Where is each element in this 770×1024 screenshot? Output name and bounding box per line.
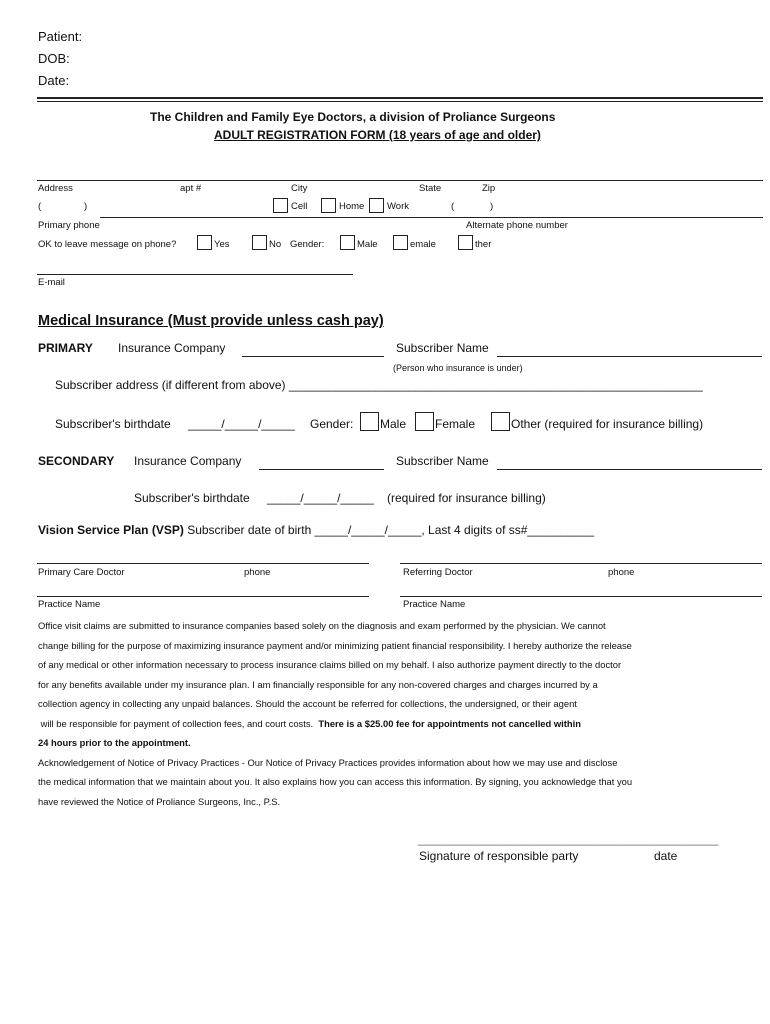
vsp-details: Subscriber date of birth _____/_____/_____, Last 4 digits of ss#__________	[187, 523, 595, 537]
practice1-label: Practice Name	[38, 599, 101, 610]
vsp-line	[38, 523, 594, 537]
header-divider-bottom	[37, 101, 763, 102]
primary-ins-company-line[interactable]	[242, 356, 384, 357]
policy-paragraph	[38, 616, 632, 811]
alt-phone-label: Alternate phone number	[466, 220, 568, 231]
signature-date-label: date	[654, 849, 678, 863]
sec-required-note: (required for insurance billing)	[387, 491, 546, 505]
primary-ins-company-label: Insurance Company	[118, 341, 226, 355]
zip-label: Zip	[482, 183, 496, 194]
cell-label: Cell	[291, 201, 308, 212]
privacy-line: the medical information that we maintain about you. It also explains how you can access this information. By signing, you acknowledge that you	[38, 776, 633, 787]
secondary-label: SECONDARY	[38, 454, 115, 468]
city-label: City	[291, 183, 308, 194]
email-label: E-mail	[38, 277, 65, 288]
primary-male-label: Male	[380, 417, 407, 431]
msg-no-label: No	[269, 239, 282, 250]
referring-label: Referring Doctor	[403, 567, 473, 578]
cancellation-fee-note-cont: 24 hours prior to the appointment.	[38, 737, 191, 748]
phone-paren-close: )	[84, 201, 88, 212]
phone-line	[100, 217, 763, 218]
pcp-label: Primary Care Doctor	[38, 567, 125, 578]
date-label: Date:	[38, 73, 70, 88]
privacy-line: Acknowledgement of Notice of Privacy Practices - Our Notice of Privacy Practices provides information about how we may use and disclose	[38, 756, 618, 768]
primary-other-label: Other (required for insurance billing)	[511, 417, 704, 431]
primary-female-checkbox[interactable]	[415, 412, 434, 431]
secondary-subscriber-name-line[interactable]	[497, 469, 762, 470]
ok-message-label: OK to leave message on phone?	[38, 239, 177, 250]
msg-no-checkbox[interactable]	[252, 235, 267, 250]
policy-line	[38, 714, 632, 734]
primary-female-label: Female	[435, 417, 476, 431]
msg-yes-checkbox[interactable]	[197, 235, 212, 250]
practice2-label: Practice Name	[403, 599, 466, 610]
msg-yes-label: Yes	[214, 239, 230, 250]
sub-bday-label: Subscriber's birthdate	[55, 417, 171, 431]
home-label: Home	[339, 201, 365, 212]
person-note: (Person who insurance is under)	[393, 363, 523, 373]
home-checkbox[interactable]	[321, 198, 336, 213]
address-label: Address	[38, 183, 73, 194]
form-title: ADULT REGISTRATION FORM (18 years of age and older)	[214, 128, 541, 142]
primary-other-checkbox[interactable]	[491, 412, 510, 431]
org-title: The Children and Family Eye Doctors, a division of Proliance Surgeons	[150, 110, 556, 124]
pcp-line	[37, 563, 369, 564]
policy-line: collection agency in collecting any unpaid balances. Should the account be referred for collections, the undersigned, or their agent	[38, 698, 577, 709]
policy-line: of any medical or other information necessary to process insurance claims billed on my behalf. I also authorize payment directly to the doctor	[38, 659, 622, 670]
primary-phone-label: Primary phone	[38, 220, 100, 231]
gender-female-checkbox[interactable]	[393, 235, 408, 250]
policy-line: Office visit claims are submitted to insurance companies based solely on the diagnosis and exam performed by the physician. We cannot	[38, 620, 606, 631]
work-label: Work	[387, 201, 409, 212]
primary-male-checkbox[interactable]	[360, 412, 379, 431]
apt-label: apt #	[180, 183, 202, 194]
insurance-heading: Medical Insurance (Must provide unless cash pay)	[38, 313, 384, 329]
alt-phone-paren-close: )	[490, 201, 494, 212]
gender-other-label: ther	[475, 239, 492, 250]
primary-subscriber-name-label: Subscriber Name	[396, 341, 489, 355]
gender-female-label: emale	[410, 239, 436, 250]
sec-bday-label: Subscriber's birthdate	[134, 491, 250, 505]
secondary-ins-company-label: Insurance Company	[134, 454, 242, 468]
secondary-ins-company-line[interactable]	[259, 469, 384, 470]
primary-gender-label: Gender:	[310, 417, 354, 431]
cell-checkbox[interactable]	[273, 198, 288, 213]
sec-bday-blank: _____/_____/_____	[267, 491, 374, 505]
vsp-label: Vision Service Plan (VSP)	[38, 523, 184, 537]
policy-line: for any benefits available under my insurance plan. I am financially responsible for any non-covered charges and charges incurred by a	[38, 678, 598, 690]
gender-other-checkbox[interactable]	[458, 235, 473, 250]
policy-line: change billing for the purpose of maximizing insurance payment and/or minimizing patient financial responsibility. I hereby authorize the release	[38, 639, 632, 651]
signature-line[interactable]: _____________________________________________	[418, 832, 719, 846]
pcp-phone-label: phone	[244, 567, 271, 578]
gender-label: Gender:	[290, 239, 325, 250]
referring-line	[400, 563, 762, 564]
phone-paren-open: (	[38, 201, 42, 212]
dob-label: DOB:	[38, 51, 70, 66]
address-line	[37, 180, 763, 181]
gender-male-checkbox[interactable]	[340, 235, 355, 250]
secondary-subscriber-name-label: Subscriber Name	[396, 454, 489, 468]
practice2-line	[400, 596, 762, 597]
patient-label: Patient:	[38, 29, 83, 44]
primary-label: PRIMARY	[38, 341, 93, 355]
header-divider-top	[37, 97, 763, 99]
cancellation-fee-note: There is a $25.00 fee for appointments not cancelled within	[318, 717, 581, 729]
signature-label: Signature of responsible party	[419, 849, 579, 863]
subscriber-address: Subscriber address (if different from above) ______________________________________________________________	[55, 378, 703, 392]
state-label: State	[419, 183, 442, 194]
gender-male-label: Male	[357, 239, 378, 250]
email-line	[37, 274, 353, 275]
policy-collections: will be responsible for payment of collection fees, and court costs.	[38, 717, 319, 729]
work-checkbox[interactable]	[369, 198, 384, 213]
referring-phone-label: phone	[608, 567, 635, 578]
primary-subscriber-name-line[interactable]	[497, 356, 762, 357]
privacy-line: have reviewed the Notice of Proliance Surgeons, Inc., P.S.	[38, 795, 281, 807]
alt-phone-paren-open: (	[451, 201, 455, 212]
sub-bday-blank: _____/_____/_____	[188, 417, 295, 431]
practice1-line	[37, 596, 369, 597]
